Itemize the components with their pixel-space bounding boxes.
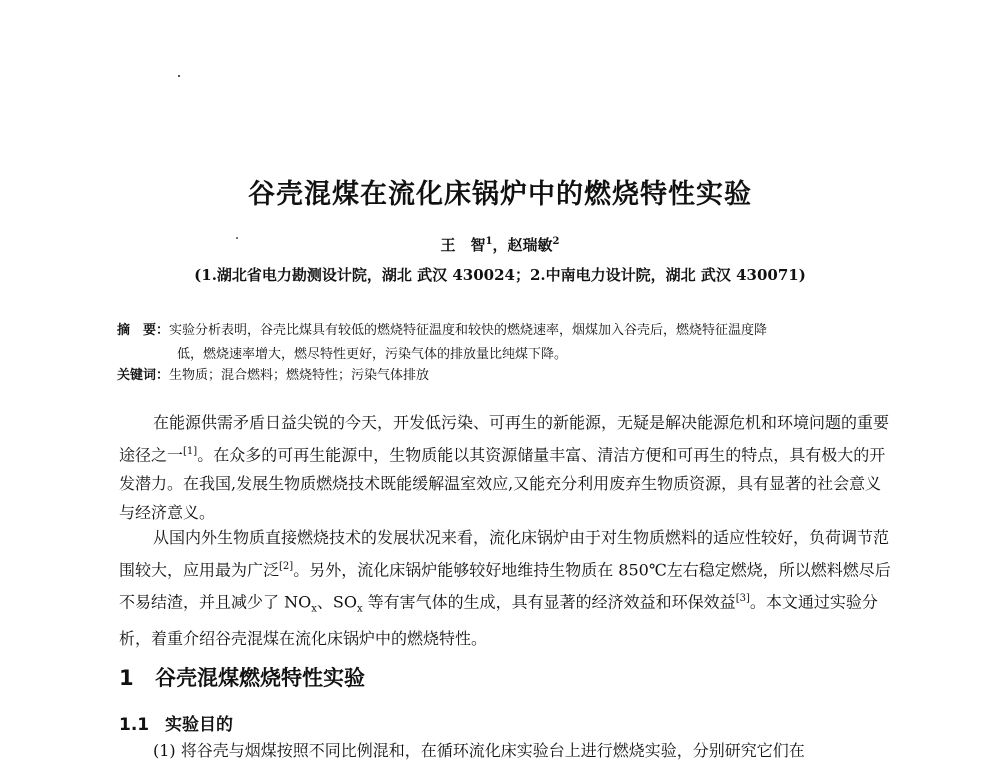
para2-text-c: 、SO: [316, 592, 357, 612]
abstract-text-line-2: 低，燃烧速率增大，燃尽特性更好，污染气体的排放量比纯煤下降。: [177, 347, 568, 362]
subsection-title: 实验目的: [165, 715, 233, 735]
para2-text-a: 从国内外生物质直接燃烧技术的发展状况来看，流化床锅炉由于对生物质燃料的适应性较好，负荷调节范围较大，应用最为广泛: [119, 528, 890, 580]
abstract-text-line-1: 实验分析表明，谷壳比煤具有较低的燃烧特征温度和较快的燃烧速率，烟煤加入谷壳后，燃烧特征温度降: [169, 323, 768, 338]
para2-text-e: 。本文通过实验分析，着重介绍谷壳混煤在流化床锅炉中的燃烧特性。: [119, 592, 878, 648]
citation-1: [1]: [183, 446, 198, 457]
para1-text-b: 。在众多的可再生能源中，生物质能以其资源储量丰富、清洁方便和可再生的特点，具有极大的开发潜力。在我国,发展生物质燃烧技术既能缓解温室效应,又能充分利用废弃生物质资源，具有显著的社会意义与经济意义。: [119, 445, 886, 523]
affiliations: (1.湖北省电力勘测设计院，湖北 武汉 430024；2.中南电力设计院，湖北 武汉 430071): [194, 266, 806, 284]
scan-speck: [178, 75, 180, 77]
body-paragraph-2: [119, 523, 891, 653]
author-1: 王 智: [440, 236, 486, 254]
abstract: [117, 319, 887, 367]
author-1-affil-mark: 1: [485, 236, 493, 247]
subsection-number: 1.1: [119, 715, 150, 735]
keywords: [117, 366, 887, 386]
subscript-x: x: [311, 603, 317, 615]
author-line: [0, 234, 1000, 255]
keywords-text: 生物质；混合燃料；燃烧特性；污染气体排放: [169, 368, 430, 383]
section-title: 谷壳混煤燃烧特性实验: [155, 666, 365, 690]
paper-title: 谷壳混煤在流化床锅炉中的燃烧特性实验: [248, 179, 752, 210]
subsection-heading-1-1: [119, 710, 233, 735]
section-heading-1: [119, 662, 365, 692]
para1-text-a: 在能源供需矛盾日益尖锐的今天，开发低污染、可再生的新能源，无疑是解决能源危机和环境问题的重要途径之一: [119, 413, 890, 465]
author-2-affil-mark: 2: [552, 236, 560, 247]
author-2: 赵瑞敏: [507, 236, 553, 254]
body-paragraph-3: [119, 736, 891, 765]
abstract-label: 摘 要：: [117, 323, 170, 338]
citation-2: [2]: [279, 561, 294, 572]
para2-text-b: 。另外，流化床锅炉能够较好地维持生物质在 850℃左右稳定燃烧，所以燃料燃尽后不易结渣，并且减少了 NO: [119, 560, 891, 612]
body-paragraph-1: [119, 408, 891, 527]
citation-3: [3]: [735, 593, 750, 605]
author-separator: ，: [492, 236, 508, 254]
subscript-x: x: [356, 603, 363, 615]
para3-text: (1) 将谷壳与烟煤按照不同比例混和，在循环流化床实验台上进行燃烧实验，分别研究它们在: [153, 741, 805, 760]
para2-text-d: 等有害气体的生成，具有显著的经济效益和环保效益: [362, 592, 736, 612]
section-number: 1: [119, 666, 134, 690]
keywords-label: 关键词：: [117, 368, 170, 383]
